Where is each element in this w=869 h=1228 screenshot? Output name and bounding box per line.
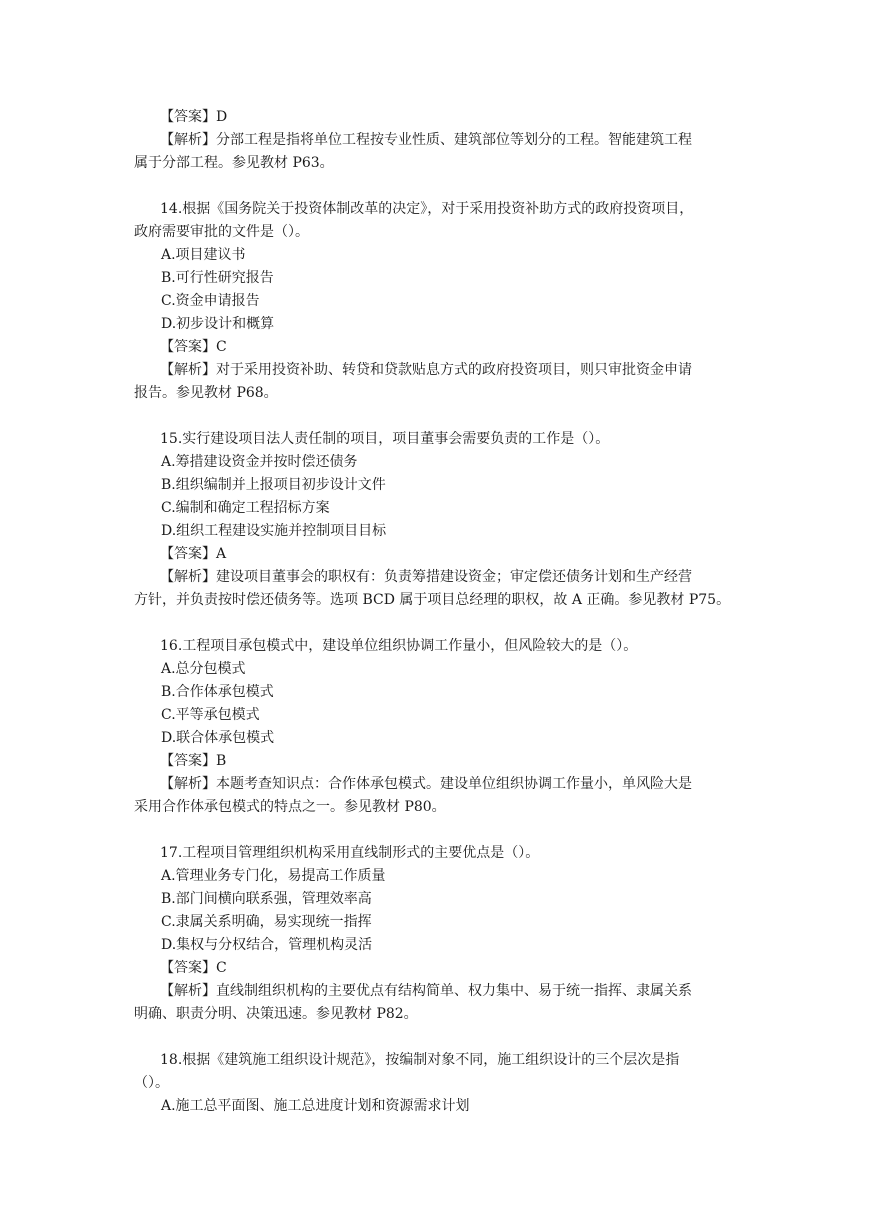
question-stem: 16.工程项目承包模式中，建设单位组织协调工作量小，但风险较大的是（）。 — [160, 638, 638, 654]
option-c: C.隶属关系明确，易实现统一指挥 — [161, 914, 372, 930]
analysis-line: 报告。参见教材 P68。 — [134, 385, 278, 401]
option-c: C.编制和确定工程招标方案 — [161, 500, 330, 516]
analysis-line: 【解析】直线制组织机构的主要优点有结构简单、权力集中、易于统一指挥、隶属关系 — [160, 983, 692, 999]
option-b: B.可行性研究报告 — [161, 270, 274, 286]
option-b: B.组织编制并上报项目初步设计文件 — [161, 477, 386, 493]
analysis-line: 方针，并负责按时偿还债务等。选项 BCD 属于项目总经理的职权，故 A 正确。参见教材 P75。 — [134, 592, 731, 608]
spacer — [160, 612, 740, 635]
question-stem: 15.实行建设项目法人责任制的项目，项目董事会需要负责的工作是（）。 — [160, 431, 610, 447]
spacer — [160, 175, 740, 198]
question-stem: （）。 — [134, 1075, 169, 1091]
answer-line: 【答案】B — [160, 753, 227, 769]
option-a: A.总分包模式 — [161, 661, 246, 677]
analysis-line: 采用合作体承包模式的特点之一。参见教材 P80。 — [134, 799, 446, 815]
option-d: D.联合体承包模式 — [161, 730, 275, 746]
option-c: C.平等承包模式 — [161, 707, 260, 723]
spacer — [160, 819, 740, 842]
question-stem: 18.根据《建筑施工组织设计规范》，按编制对象不同，施工组织设计的三个层次是指 — [160, 1052, 680, 1068]
analysis-line: 【解析】本题考查知识点：合作体承包模式。建设单位组织协调工作量小，单风险大是 — [160, 776, 692, 792]
question-stem: 政府需要审批的文件是（）。 — [134, 224, 309, 240]
option-d: D.集权与分权结合，管理机构灵活 — [161, 937, 373, 953]
analysis-line: 【解析】建设项目董事会的职权有：负责筹措建设资金；审定偿还债务计划和生产经营 — [160, 569, 692, 585]
option-b: B.合作体承包模式 — [161, 684, 274, 700]
question-15 — [134, 428, 740, 612]
analysis-line: 明确、职责分明、决策迅速。参见教材 P82。 — [134, 1006, 418, 1022]
answer-line: 【答案】C — [160, 960, 227, 976]
analysis-line: 属于分部工程。参见教材 P63。 — [134, 155, 334, 171]
analysis-line: 【解析】对于采用投资补助、转贷和贷款贴息方式的政府投资项目，则只审批资金申请 — [160, 362, 692, 378]
analysis-line: 【解析】分部工程是指将单位工程按专业性质、建筑部位等划分的工程。智能建筑工程 — [160, 132, 692, 148]
question-stem: 14.根据《国务院关于投资体制改革的决定》，对于采用投资补助方式的政府投资项目， — [160, 201, 694, 217]
option-b: B.部门间横向联系强，管理效率高 — [161, 891, 372, 907]
option-d: D.初步设计和概算 — [161, 316, 275, 332]
question-17 — [134, 842, 740, 1026]
answer-line: 【答案】A — [160, 546, 227, 562]
option-a: A.管理业务专门化，易提高工作质量 — [161, 868, 386, 884]
option-a: A.筹措建设资金并按时偿还债务 — [161, 454, 358, 470]
spacer — [160, 1026, 740, 1049]
document-body — [134, 106, 740, 1118]
option-a: A.项目建议书 — [161, 247, 246, 263]
option-a: A.施工总平面图、施工总进度计划和资源需求计划 — [161, 1098, 470, 1114]
question-stem: 17.工程项目管理组织机构采用直线制形式的主要优点是（）。 — [160, 845, 540, 861]
question-14 — [134, 198, 740, 405]
answer-line: 【答案】C — [160, 339, 227, 355]
question-16 — [134, 635, 740, 819]
question-18 — [134, 1049, 740, 1118]
spacer — [160, 405, 740, 428]
option-d: D.组织工程建设实施并控制项目目标 — [161, 523, 387, 539]
option-c: C.资金申请报告 — [161, 293, 260, 309]
answer-line: 【答案】D — [160, 109, 228, 125]
